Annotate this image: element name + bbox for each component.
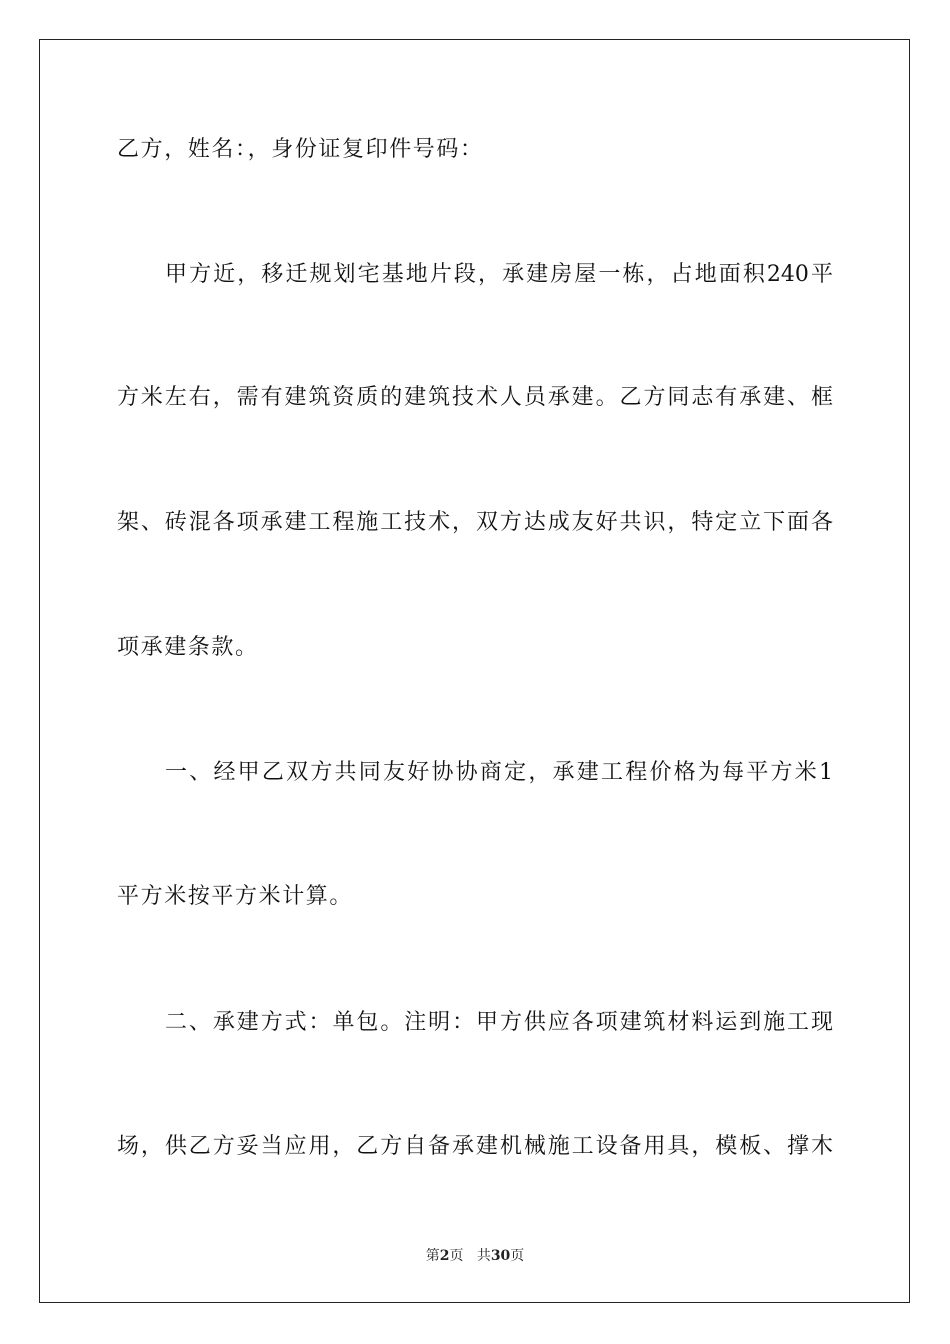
text-line-2: 甲方近，移迁规划宅基地片段，承建房屋一栋，占地面积240平 [165,262,833,287]
text-line-4: 架、砖混各项承建工程施工技术，双方达成友好共识，特定立下面各 [117,510,833,535]
footer-prefix: 第 [425,1248,440,1264]
footer-total-prefix: 共 [476,1248,491,1264]
footer-page-number: 2 [439,1248,450,1264]
text-line-8: 二、承建方式：单包。注明：甲方供应各项建筑材料运到施工现 [165,1010,833,1035]
page-footer [0,1247,950,1265]
text-line-1: 乙方，姓名：，身份证复印件号码： [117,137,484,162]
text-line-6: 一、经甲乙双方共同友好协协商定，承建工程价格为每平方米1 [165,760,833,785]
text-line-3: 方米左右，需有建筑资质的建筑技术人员承建。乙方同志有承建、框 [117,385,833,410]
footer-total-pages: 30 [490,1248,511,1264]
page-border [39,39,910,1303]
footer-page-unit: 页 [449,1248,464,1264]
footer-total-unit: 页 [510,1248,525,1264]
text-line-5: 项承建条款。 [117,635,259,660]
text-line-7: 平方米按平方米计算。 [117,884,354,909]
text-line-9: 场，供乙方妥当应用，乙方自备承建机械施工设备用具，模板、撑木 [117,1134,833,1159]
